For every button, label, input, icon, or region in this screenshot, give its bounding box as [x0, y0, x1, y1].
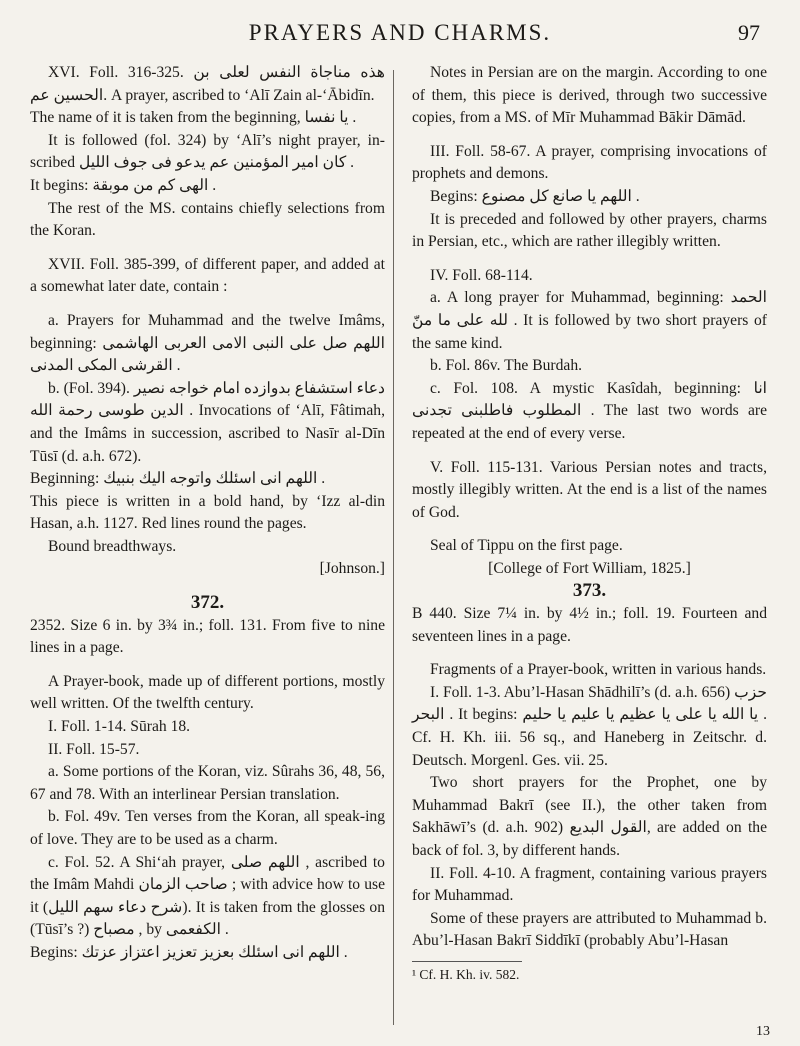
paragraph: b. (Fol. 394). دعاء استشفاع بدوازده امام خواجه نصير الدين طوسى رحمة الله . Invocations of ‘Alī, Fâtimah, and the Imâms in succession, ascribed to Nasīr al-Dīn Tūsī (d. a.h. 672).	[30, 379, 386, 465]
column-rule	[393, 70, 394, 1025]
footnote: ¹ Cf. H. Kh. iv. 582.	[412, 966, 520, 982]
paragraph: b. Fol. 49v. Ten verses from the Koran, all speak-ing of love. They are to be used as a charm.	[30, 808, 385, 848]
entry-xvii: XVII. Foll. 385-399, of different paper, and added at a somewhat later date, contain :	[30, 255, 385, 296]
paragraph: Begins: اللهم يا صانع كل مصنوع .	[430, 187, 640, 205]
paragraph: c. Fol. 108. A mystic Kasîdah, beginning: انا المطلوب فاطلبنى تجدنى . The last two words are repeated at the end of every verse.	[412, 379, 767, 442]
running-head	[0, 20, 800, 54]
paragraph: I. Foll. 1-14. Sūrah 18.	[48, 718, 191, 736]
paragraph: It begins: الهى كم من موبقة .	[30, 176, 217, 194]
paragraph: V. Foll. 115-131. Various Persian notes and tracts, mostly illegibly written. At the end is a list of the names of God.	[412, 458, 767, 521]
paragraph: Seal of Tippu on the first page.	[430, 537, 623, 555]
paragraph: The rest of the MS. contains chiefly selections from the Koran.	[30, 199, 385, 240]
page-number: 97	[738, 20, 760, 45]
paragraph: Begins: اللهم انى اسئلك بعزيز تعزيز اعتزاز عزتك .	[30, 943, 348, 961]
paragraph: B 440. Size 7¼ in. by 4½ in.; foll. 19. Fourteen and seventeen lines in a page.	[412, 605, 767, 645]
paragraph: Notes in Persian are on the margin. According to one of them, this piece is derived, through two successive copies, from a MS. of Mīr Muhammad Bākir Dāmād.	[412, 64, 767, 127]
paragraph: III. Foll. 58-67. A prayer, comprising invocations of prophets and demons.	[412, 142, 767, 183]
paragraph: Some of these prayers are attributed to Muhammad b. Abu’l-Hasan Bakrī Siddīkī (probably Abu’l-Hasan	[412, 909, 767, 950]
page-title: PRAYERS AND CHARMS.	[248, 20, 552, 45]
paragraph: Two short prayers for the Prophet, one by Muhammad Bakrī (see II.), the other taken from Sakhāwī’s (d. a.h. 902) القول البديع, are added on the back of fol. 3, by different hands.	[412, 774, 768, 859]
entry-number: 373.	[572, 580, 607, 602]
paragraph: A Prayer-book, made up of different portions, mostly well written. Of the twelfth century.	[30, 672, 385, 713]
paragraph: It is followed (fol. 324) by ‘Alī’s night prayer, in-scribed كان امير المؤمنين عم يدعو فى جوف الليل .	[30, 131, 385, 172]
paragraph: Bound breadthways.	[48, 537, 177, 555]
paragraph: a. Prayers for Muhammad and the twelve Imâms, beginning: اللهم صل على النبى الامى العربى الهاشمى القرشى المكى المدنى .	[30, 311, 385, 375]
left-column	[30, 62, 385, 965]
paragraph: a. A long prayer for Muhammad, beginning: الحمد لله على ما منّ . It is followed by two short prayers of the same kind.	[412, 289, 767, 352]
paragraph: I. Foll. 1-3. Abu’l-Hasan Shādhilī’s (d. a.h. 656) حزب البحر . It begins: يا الله يا على يا عظيم يا عليم يا حليم . Cf. H. Kh. iii. 56 sq., and Haneberg in Zeitschr. d. Deutsch. Morgenl. Ges. vii. 25.	[412, 683, 767, 769]
paragraph: Beginning: اللهم انى اسئلك واتوجه اليك بنبيك .	[30, 470, 326, 488]
entry-xvi: XVI. Foll. 316-325. هذه مناجاة النفس لعلى بن الحسين عم. A prayer, ascribed to ‘Alī Zain al-‘Ābidīn.	[30, 64, 385, 104]
paragraph: II. Foll. 15-57.	[48, 740, 140, 758]
footnote-rule	[412, 961, 522, 962]
paragraph: This piece is written in a bold hand, by ‘Izz al-din Hasan, a.h. 1127. Red lines round the pages.	[30, 492, 385, 533]
paragraph: 2352. Size 6 in. by 3¾ in.; foll. 131. From five to nine lines in a page.	[30, 616, 385, 657]
signature-mark: 13	[756, 1024, 770, 1039]
paragraph: It is preceded and followed by other prayers, charms in Persian, etc., which are rather illegibly written.	[412, 210, 767, 251]
right-column	[412, 62, 767, 984]
paragraph: II. Foll. 4-10. A fragment, containing various prayers for Muhammad.	[412, 864, 767, 905]
paragraph: b. Fol. 86v. The Burdah.	[430, 357, 583, 375]
paragraph: The name of it is taken from the beginning, يا نفسا .	[30, 109, 357, 127]
paragraph: Fragments of a Prayer-book, written in various hands.	[430, 661, 767, 679]
paragraph: c. Fol. 52. A Shi‘ah prayer, اللهم صلى , ascribed to the Imâm Mahdi صاحب الزمان ; with advice how to use it (شرح دعاء سهم الليل). It is taken from the glosses on (Tūsī’s ?) مصباح , by الكفعمى .	[30, 853, 385, 939]
entry-number: 372.	[190, 592, 225, 614]
provenance: [Johnson.]	[319, 560, 385, 578]
paragraph: a. Some portions of the Koran, viz. Sûrahs 36, 48, 56, 67 and 78. With an interlinear Persian translation.	[30, 763, 385, 803]
provenance: [College of Fort William, 1825.]	[488, 559, 691, 577]
paragraph: IV. Foll. 68-114.	[430, 266, 533, 284]
